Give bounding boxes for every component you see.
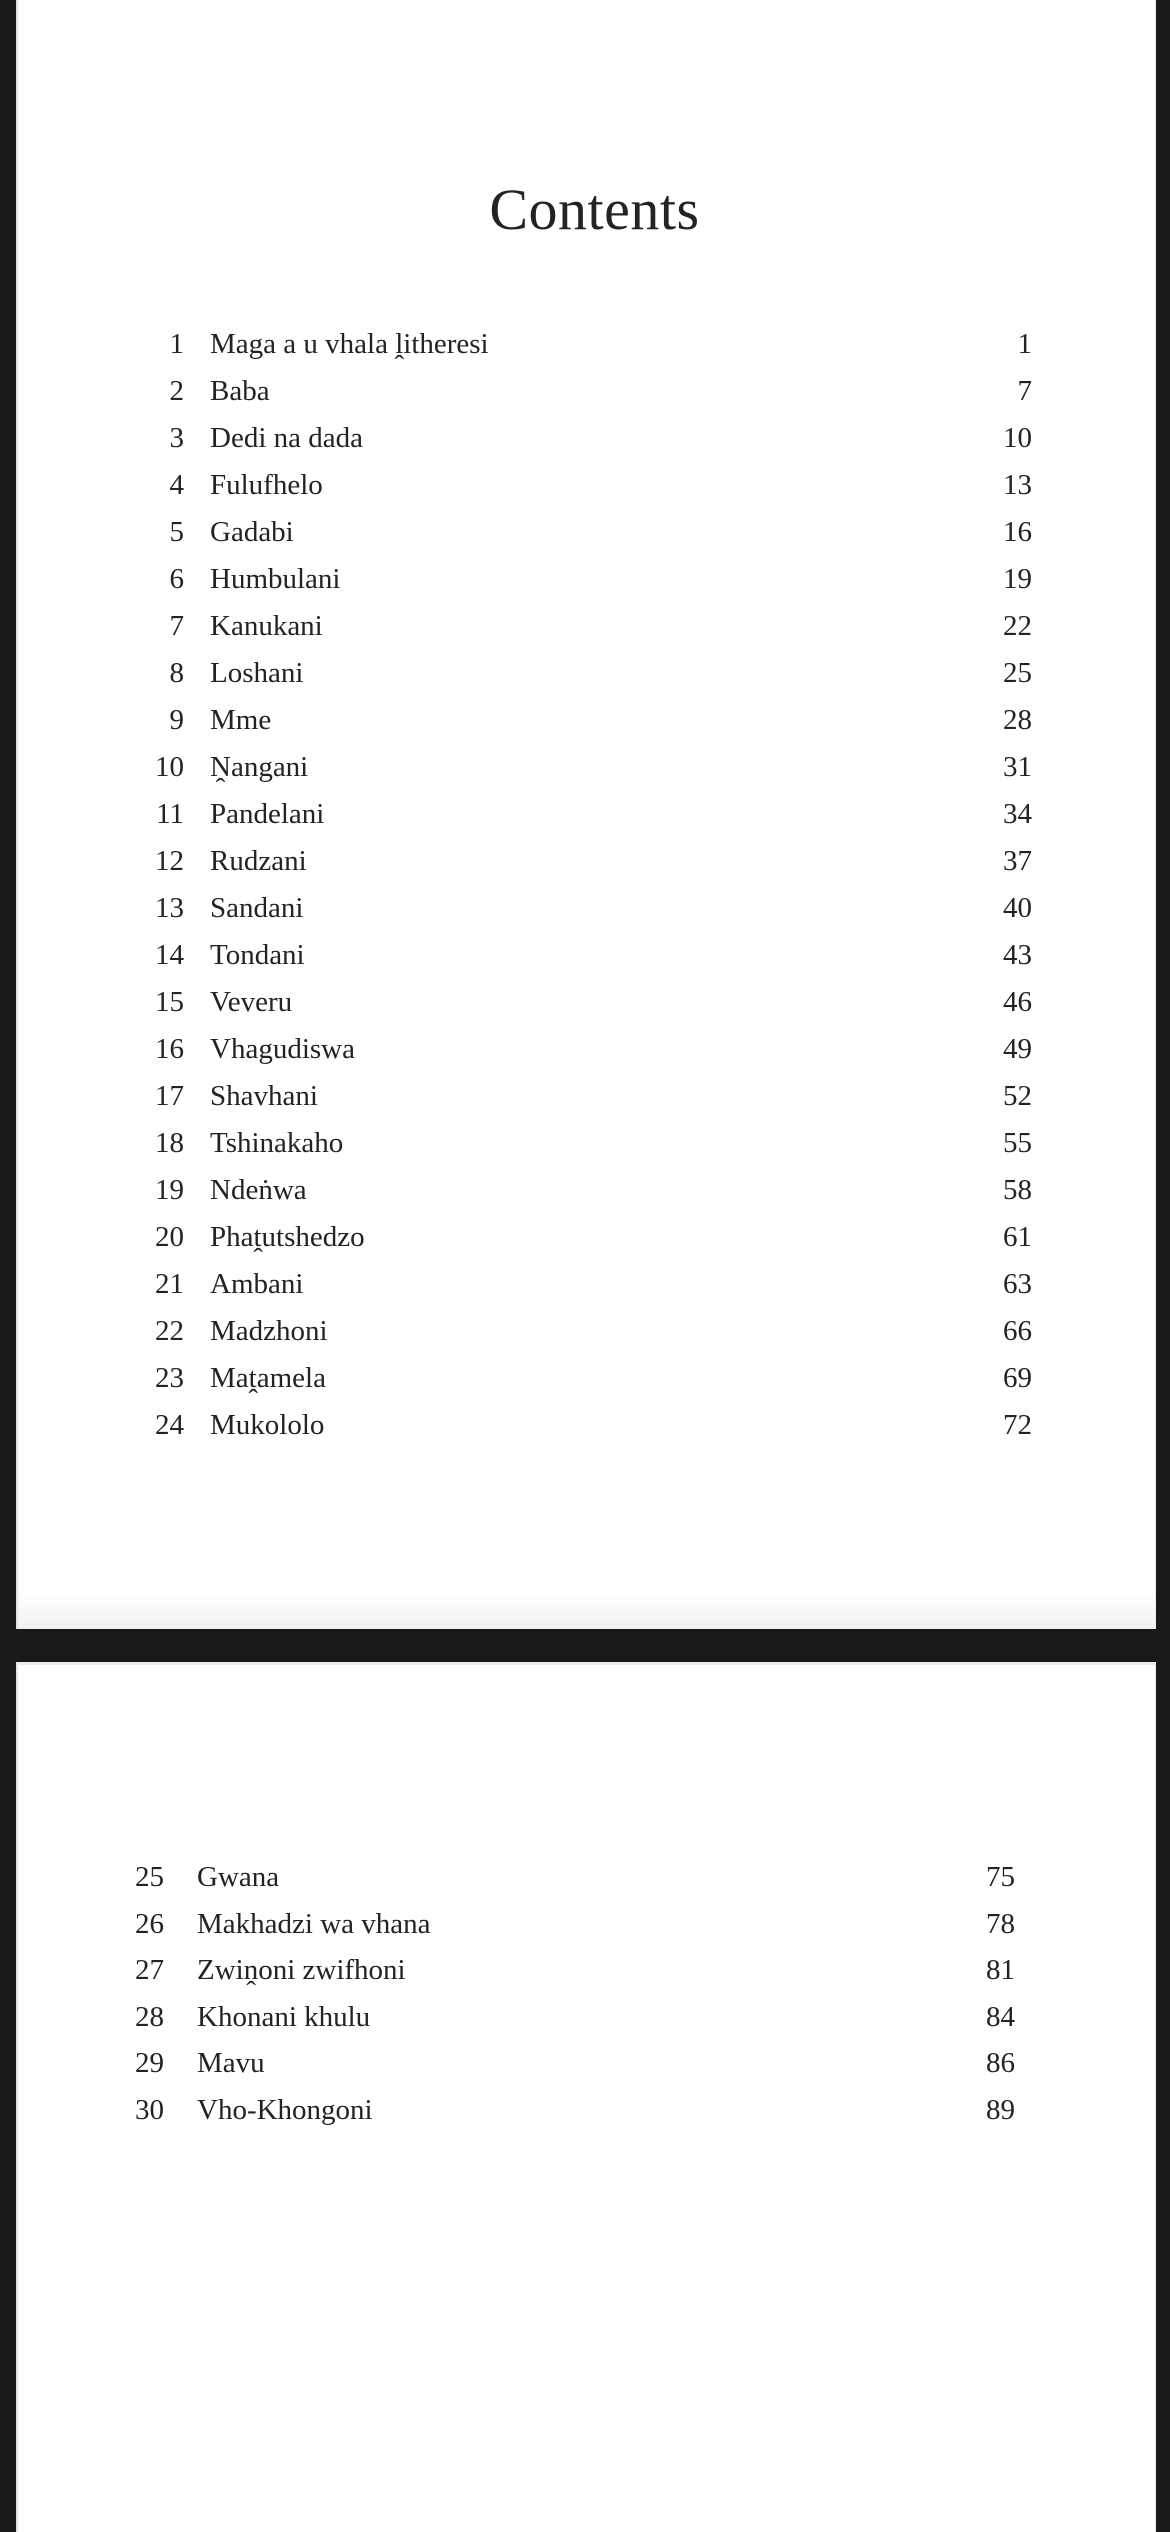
chapter-number: 25: [135, 1861, 164, 1893]
page-number: 25: [1003, 657, 1032, 689]
toc-row: [18, 791, 1032, 838]
page-number: 66: [1003, 1315, 1032, 1347]
chapter-title: Mavu: [197, 2047, 265, 2080]
chapter-title: Mme: [210, 704, 272, 736]
chapter-title: Ṋangani: [210, 751, 309, 783]
chapter-title: Vhagudiswa: [210, 1033, 355, 1065]
chapter-title: Fulufhelo: [210, 469, 323, 501]
chapter-number: 3: [169, 422, 184, 454]
toc-row: [18, 1167, 1032, 1214]
toc-row: [18, 1026, 1032, 1073]
chapter-number: 18: [155, 1127, 184, 1159]
chapter-number: 19: [155, 1174, 184, 1206]
toc-list-page-1: [18, 321, 1032, 1449]
contents-title: Contents: [489, 177, 700, 242]
toc-row: [18, 1901, 1015, 1948]
toc-row: [18, 1355, 1032, 1402]
page-number: 46: [1003, 986, 1032, 1018]
chapter-number: 1: [169, 328, 184, 360]
page-number: 69: [1003, 1362, 1032, 1394]
page-number: 34: [1003, 798, 1032, 830]
chapter-number: 21: [155, 1268, 184, 1300]
chapter-number: 4: [169, 469, 184, 501]
page-number: 72: [1003, 1409, 1032, 1441]
chapter-title: Dedi na dada: [210, 422, 363, 454]
chapter-number: 24: [155, 1409, 184, 1441]
page-number: 19: [1003, 563, 1032, 595]
chapter-number: 13: [155, 892, 184, 924]
page-number: 31: [1003, 751, 1032, 783]
page-number: 89: [986, 2093, 1015, 2126]
page-number: 81: [986, 1954, 1015, 1987]
chapter-title: Humbulani: [210, 563, 341, 595]
viewer-right-margin: [1156, 0, 1170, 2532]
page-number: 61: [1003, 1221, 1032, 1253]
chapter-title: Loshani: [210, 657, 304, 689]
document-page-2[interactable]: [16, 1662, 1156, 2532]
chapter-title: Ambani: [210, 1268, 304, 1300]
toc-row: [18, 885, 1032, 932]
page-number: 78: [986, 1907, 1015, 1940]
toc-row: [18, 1308, 1032, 1355]
chapter-title: Ndeṅwa: [210, 1174, 307, 1206]
chapter-title: Maga a u vhala ḽitheresi: [210, 328, 489, 360]
toc-row: [18, 650, 1032, 697]
toc-row: [18, 1214, 1032, 1261]
chapter-number: 6: [169, 563, 184, 595]
chapter-title: Tshinakaho: [210, 1127, 344, 1159]
toc-row: [18, 2040, 1015, 2087]
chapter-number: 22: [155, 1315, 184, 1347]
page-number: 84: [986, 2000, 1015, 2033]
chapter-number: 28: [135, 2000, 164, 2033]
page-number: 49: [1003, 1033, 1032, 1065]
page-number: 22: [1003, 610, 1032, 642]
toc-row: [18, 744, 1032, 791]
chapter-title: Gwana: [197, 1861, 280, 1893]
page-number: 16: [1003, 516, 1032, 548]
toc-row: [18, 697, 1032, 744]
page-separator: [0, 1629, 1170, 1662]
toc-row: [18, 2087, 1015, 2134]
chapter-number: 2: [169, 375, 184, 407]
chapter-title: Makhadzi wa vhana: [197, 1907, 431, 1940]
chapter-title: Vho-Khongoni: [197, 2093, 373, 2126]
toc-row: [18, 838, 1032, 885]
toc-row: [18, 462, 1032, 509]
page-number: 40: [1003, 892, 1032, 924]
chapter-number: 23: [155, 1362, 184, 1394]
toc-row: [18, 1261, 1032, 1308]
document-page-1[interactable]: [16, 0, 1156, 1629]
toc-row: [18, 415, 1032, 462]
toc-row: [18, 1402, 1032, 1449]
chapter-title: Gadabi: [210, 516, 294, 548]
chapter-number: 14: [155, 939, 184, 971]
page-number: 55: [1003, 1127, 1032, 1159]
chapter-title: Maṱamela: [210, 1362, 326, 1394]
chapter-title: Baba: [210, 375, 270, 407]
toc-row: [18, 979, 1032, 1026]
toc-row: [18, 1854, 1015, 1901]
toc-row: [18, 509, 1032, 556]
toc-list-page-2: [18, 1854, 1015, 2134]
chapter-number: 26: [135, 1907, 164, 1940]
toc-row: [18, 1073, 1032, 1120]
toc-row: [18, 1994, 1015, 2041]
chapter-title: Rudzani: [210, 845, 307, 877]
chapter-title: Pandelani: [210, 798, 325, 830]
page-number: 75: [986, 1861, 1015, 1893]
toc-row: [18, 932, 1032, 979]
chapter-title: Phaṱutshedzo: [210, 1221, 365, 1253]
chapter-number: 30: [135, 2093, 164, 2126]
chapter-number: 5: [169, 516, 184, 548]
chapter-title: Sandani: [210, 892, 304, 924]
chapter-number: 9: [169, 704, 184, 736]
chapter-title: Zwiṋoni zwifhoni: [197, 1954, 406, 1987]
chapter-number: 10: [155, 751, 184, 783]
viewer-left-margin: [0, 0, 16, 2532]
page-number: 7: [1017, 375, 1032, 407]
chapter-number: 12: [155, 845, 184, 877]
toc-row: [18, 603, 1032, 650]
toc-row: [18, 1120, 1032, 1167]
chapter-title: Khonani khulu: [197, 2000, 371, 2033]
chapter-number: 20: [155, 1221, 184, 1253]
chapter-title: Kanukani: [210, 610, 323, 642]
chapter-number: 15: [155, 986, 184, 1018]
chapter-number: 27: [135, 1954, 164, 1987]
page-number: 86: [986, 2047, 1015, 2080]
chapter-title: Mukololo: [210, 1409, 325, 1441]
page-number: 37: [1003, 845, 1032, 877]
page-number: 43: [1003, 939, 1032, 971]
chapter-number: 8: [169, 657, 184, 689]
chapter-number: 11: [156, 798, 184, 830]
chapter-title: Veveru: [210, 986, 293, 1018]
page-number: 52: [1003, 1080, 1032, 1112]
page-number: 1: [1017, 328, 1032, 360]
page-number: 63: [1003, 1268, 1032, 1300]
page-number: 13: [1003, 469, 1032, 501]
toc-row: [18, 368, 1032, 415]
chapter-title: Madzhoni: [210, 1315, 328, 1347]
chapter-number: 29: [135, 2047, 164, 2080]
chapter-title: Shavhani: [210, 1080, 318, 1112]
page-number: 10: [1003, 422, 1032, 454]
page-number: 28: [1003, 704, 1032, 736]
chapter-title: Tondani: [210, 939, 305, 971]
chapter-number: 7: [169, 610, 184, 642]
chapter-number: 17: [155, 1080, 184, 1112]
toc-row: [18, 1947, 1015, 1994]
toc-row: [18, 321, 1032, 368]
chapter-number: 16: [155, 1033, 184, 1065]
toc-row: [18, 556, 1032, 603]
page-number: 58: [1003, 1174, 1032, 1206]
